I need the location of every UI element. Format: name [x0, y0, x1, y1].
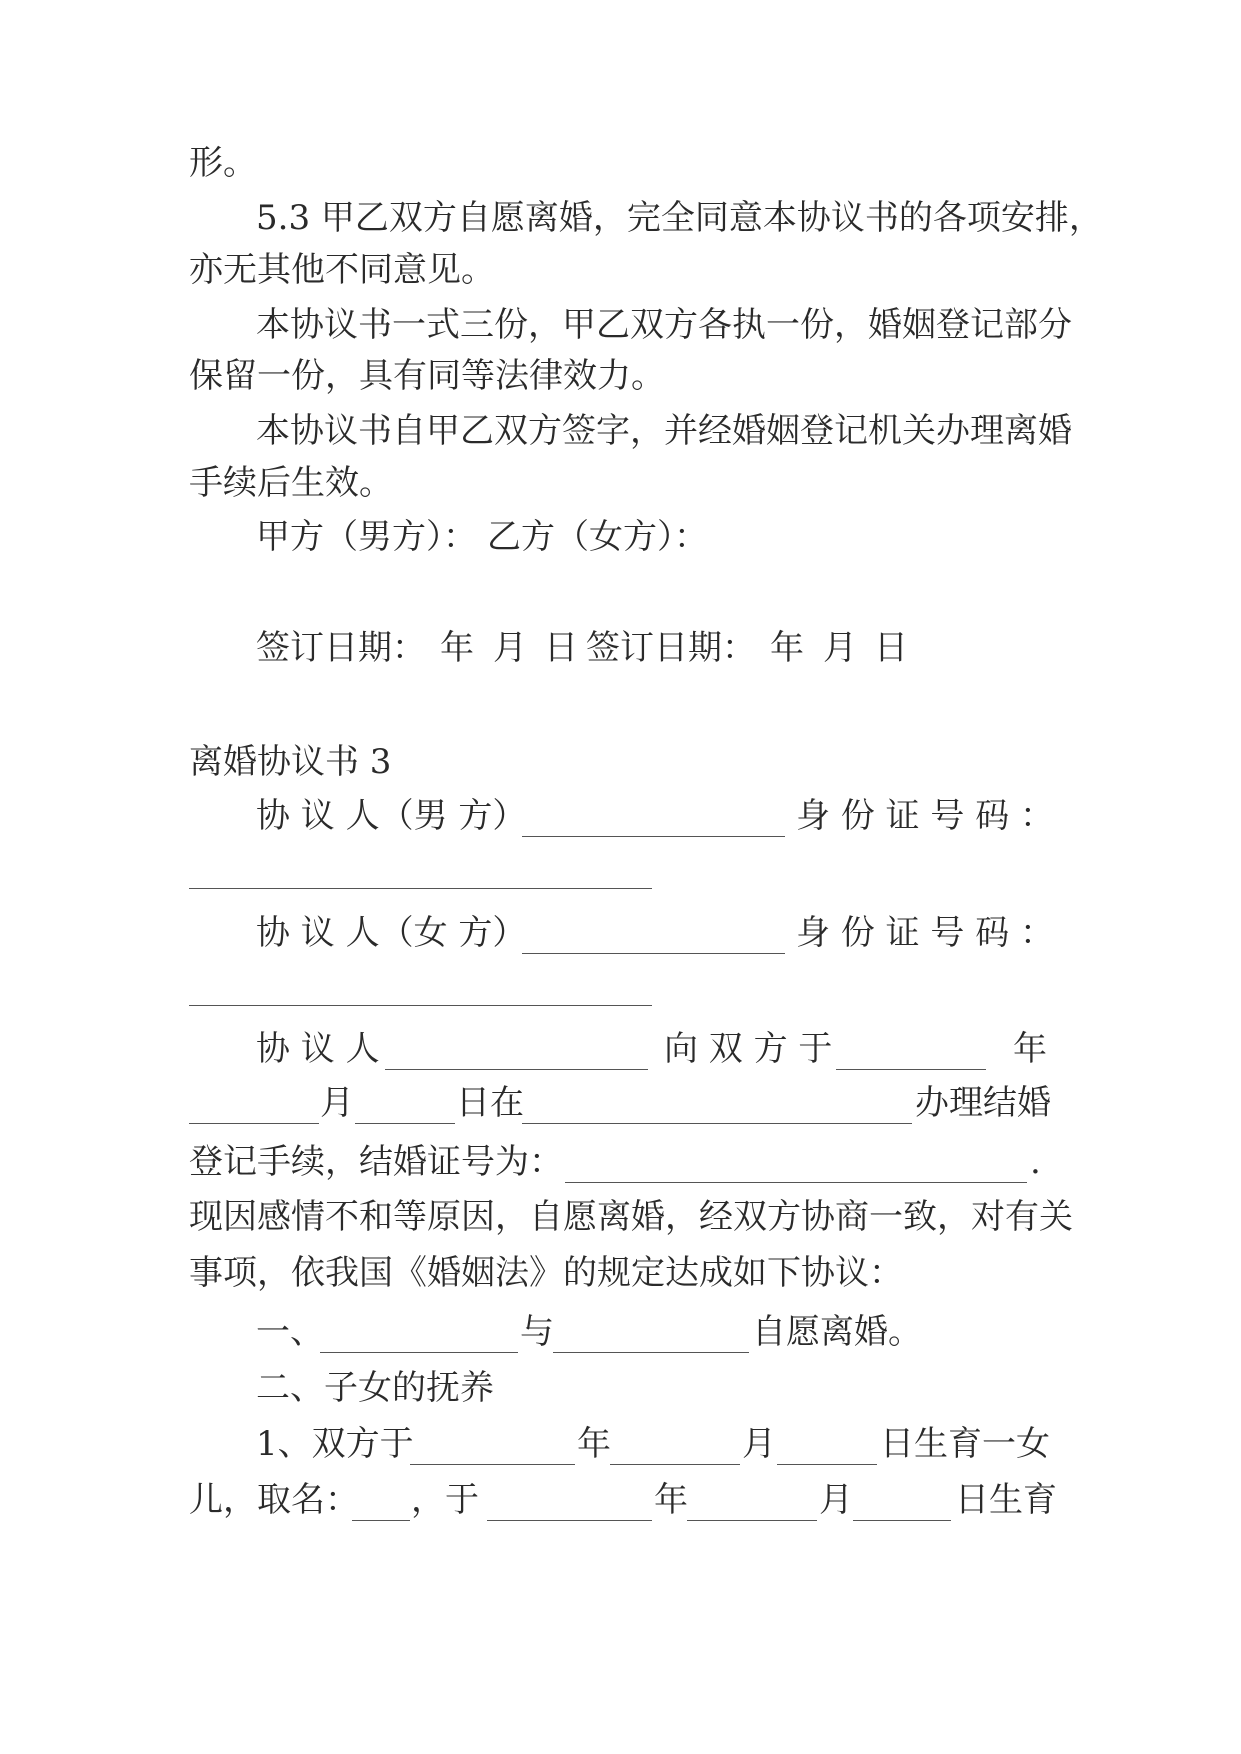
sign-date-b-day: 日: [874, 628, 908, 668]
child-1-month-blank: [610, 1432, 740, 1465]
text-line: 亦无其他不同意见。: [189, 250, 495, 290]
child-1-year-blank: [410, 1432, 575, 1465]
month-blank: [189, 1091, 319, 1124]
text-line: 本协议书自甲乙双方签字，并经婚姻登记机关办理离婚: [256, 411, 1072, 451]
parties-blank: [385, 1037, 648, 1070]
child-1-prefix: 1、双方于: [256, 1424, 414, 1464]
child-2-month-label: 月: [819, 1480, 853, 1520]
year-blank: [836, 1037, 986, 1070]
child-2-day-blank: [853, 1488, 951, 1521]
comma-at-label: ，于: [411, 1480, 479, 1520]
day-blank: [355, 1091, 455, 1124]
party-one-blank: [320, 1320, 518, 1353]
text-line: 手续后生效。: [189, 463, 393, 503]
sign-date-a-label: 签订日期：: [256, 628, 426, 668]
child-1-born-label: 日生育一女: [880, 1424, 1050, 1464]
child-2-born-label: 日生育: [955, 1480, 1057, 1520]
voluntary-divorce-label: 自愿离婚。: [752, 1312, 922, 1352]
child-2-month-blank: [687, 1488, 817, 1521]
intro-to-both: 向 双 方 于: [664, 1029, 833, 1069]
sign-date-b-label: 签订日期：: [586, 628, 756, 668]
man-id-blank: [189, 856, 652, 889]
child-name-blank: [352, 1488, 410, 1521]
signature-party-a: 甲方（男方）：: [256, 517, 477, 557]
text-line: 事项，依我国《婚姻法》的规定达成如下协议：: [189, 1253, 903, 1293]
child-2-year-blank: [487, 1488, 652, 1521]
sign-date-b-year: 年: [770, 628, 804, 668]
register-marriage-label: 办理结婚: [915, 1083, 1051, 1123]
sign-date-a-day: 日: [544, 628, 578, 668]
man-id-label: 身 份 证 号 码 ：: [796, 796, 1055, 836]
man-name-blank: [522, 804, 785, 837]
year-label: 年: [1013, 1029, 1047, 1069]
child-1-month-label: 月: [742, 1424, 776, 1464]
cert-label: 登记手续，结婚证号为：: [189, 1142, 563, 1182]
man-label: 协 议 人（男 方）: [256, 796, 527, 836]
signature-party-b: 乙方（女方）：: [487, 517, 708, 557]
cert-number-blank: [565, 1150, 1027, 1183]
cert-period: .: [1030, 1142, 1041, 1182]
woman-label: 协 议 人（女 方）: [256, 913, 527, 953]
woman-id-blank: [189, 973, 652, 1006]
woman-id-label: 身 份 证 号 码 ：: [796, 913, 1055, 953]
child-2-year-label: 年: [654, 1480, 688, 1520]
sign-date-a-month: 月: [493, 628, 527, 668]
text-line: 现因感情不和等原因，自愿离婚，经双方协商一致，对有关: [189, 1197, 1073, 1237]
section-title: 离婚协议书 3: [189, 742, 392, 782]
child-1-day-blank: [777, 1432, 877, 1465]
clause-5-3: 5.3 甲乙双方自愿离婚，完全同意本协议书的各项安排，: [256, 198, 1103, 238]
text-line: 本协议书一式三份，甲乙双方各执一份，婚姻登记部分: [256, 305, 1072, 345]
text-line: 形。: [189, 143, 257, 183]
item-one-prefix: 一、: [256, 1312, 324, 1352]
intro-parties: 协 议 人: [256, 1029, 380, 1069]
with-label: 与: [520, 1312, 554, 1352]
child-name-prefix: 儿，取名：: [189, 1480, 359, 1520]
sign-date-a-year: 年: [440, 628, 474, 668]
day-at-label: 日在: [456, 1083, 524, 1123]
month-label: 月: [320, 1083, 354, 1123]
woman-name-blank: [522, 921, 785, 954]
text-line: [256, 198, 1103, 238]
text-line: 保留一份，具有同等法律效力。: [189, 356, 665, 396]
party-two-blank: [553, 1320, 749, 1353]
place-blank: [522, 1091, 912, 1124]
item-two-heading: 二、子女的抚养: [256, 1368, 494, 1408]
sign-date-b-month: 月: [823, 628, 857, 668]
child-1-year-label: 年: [577, 1424, 611, 1464]
